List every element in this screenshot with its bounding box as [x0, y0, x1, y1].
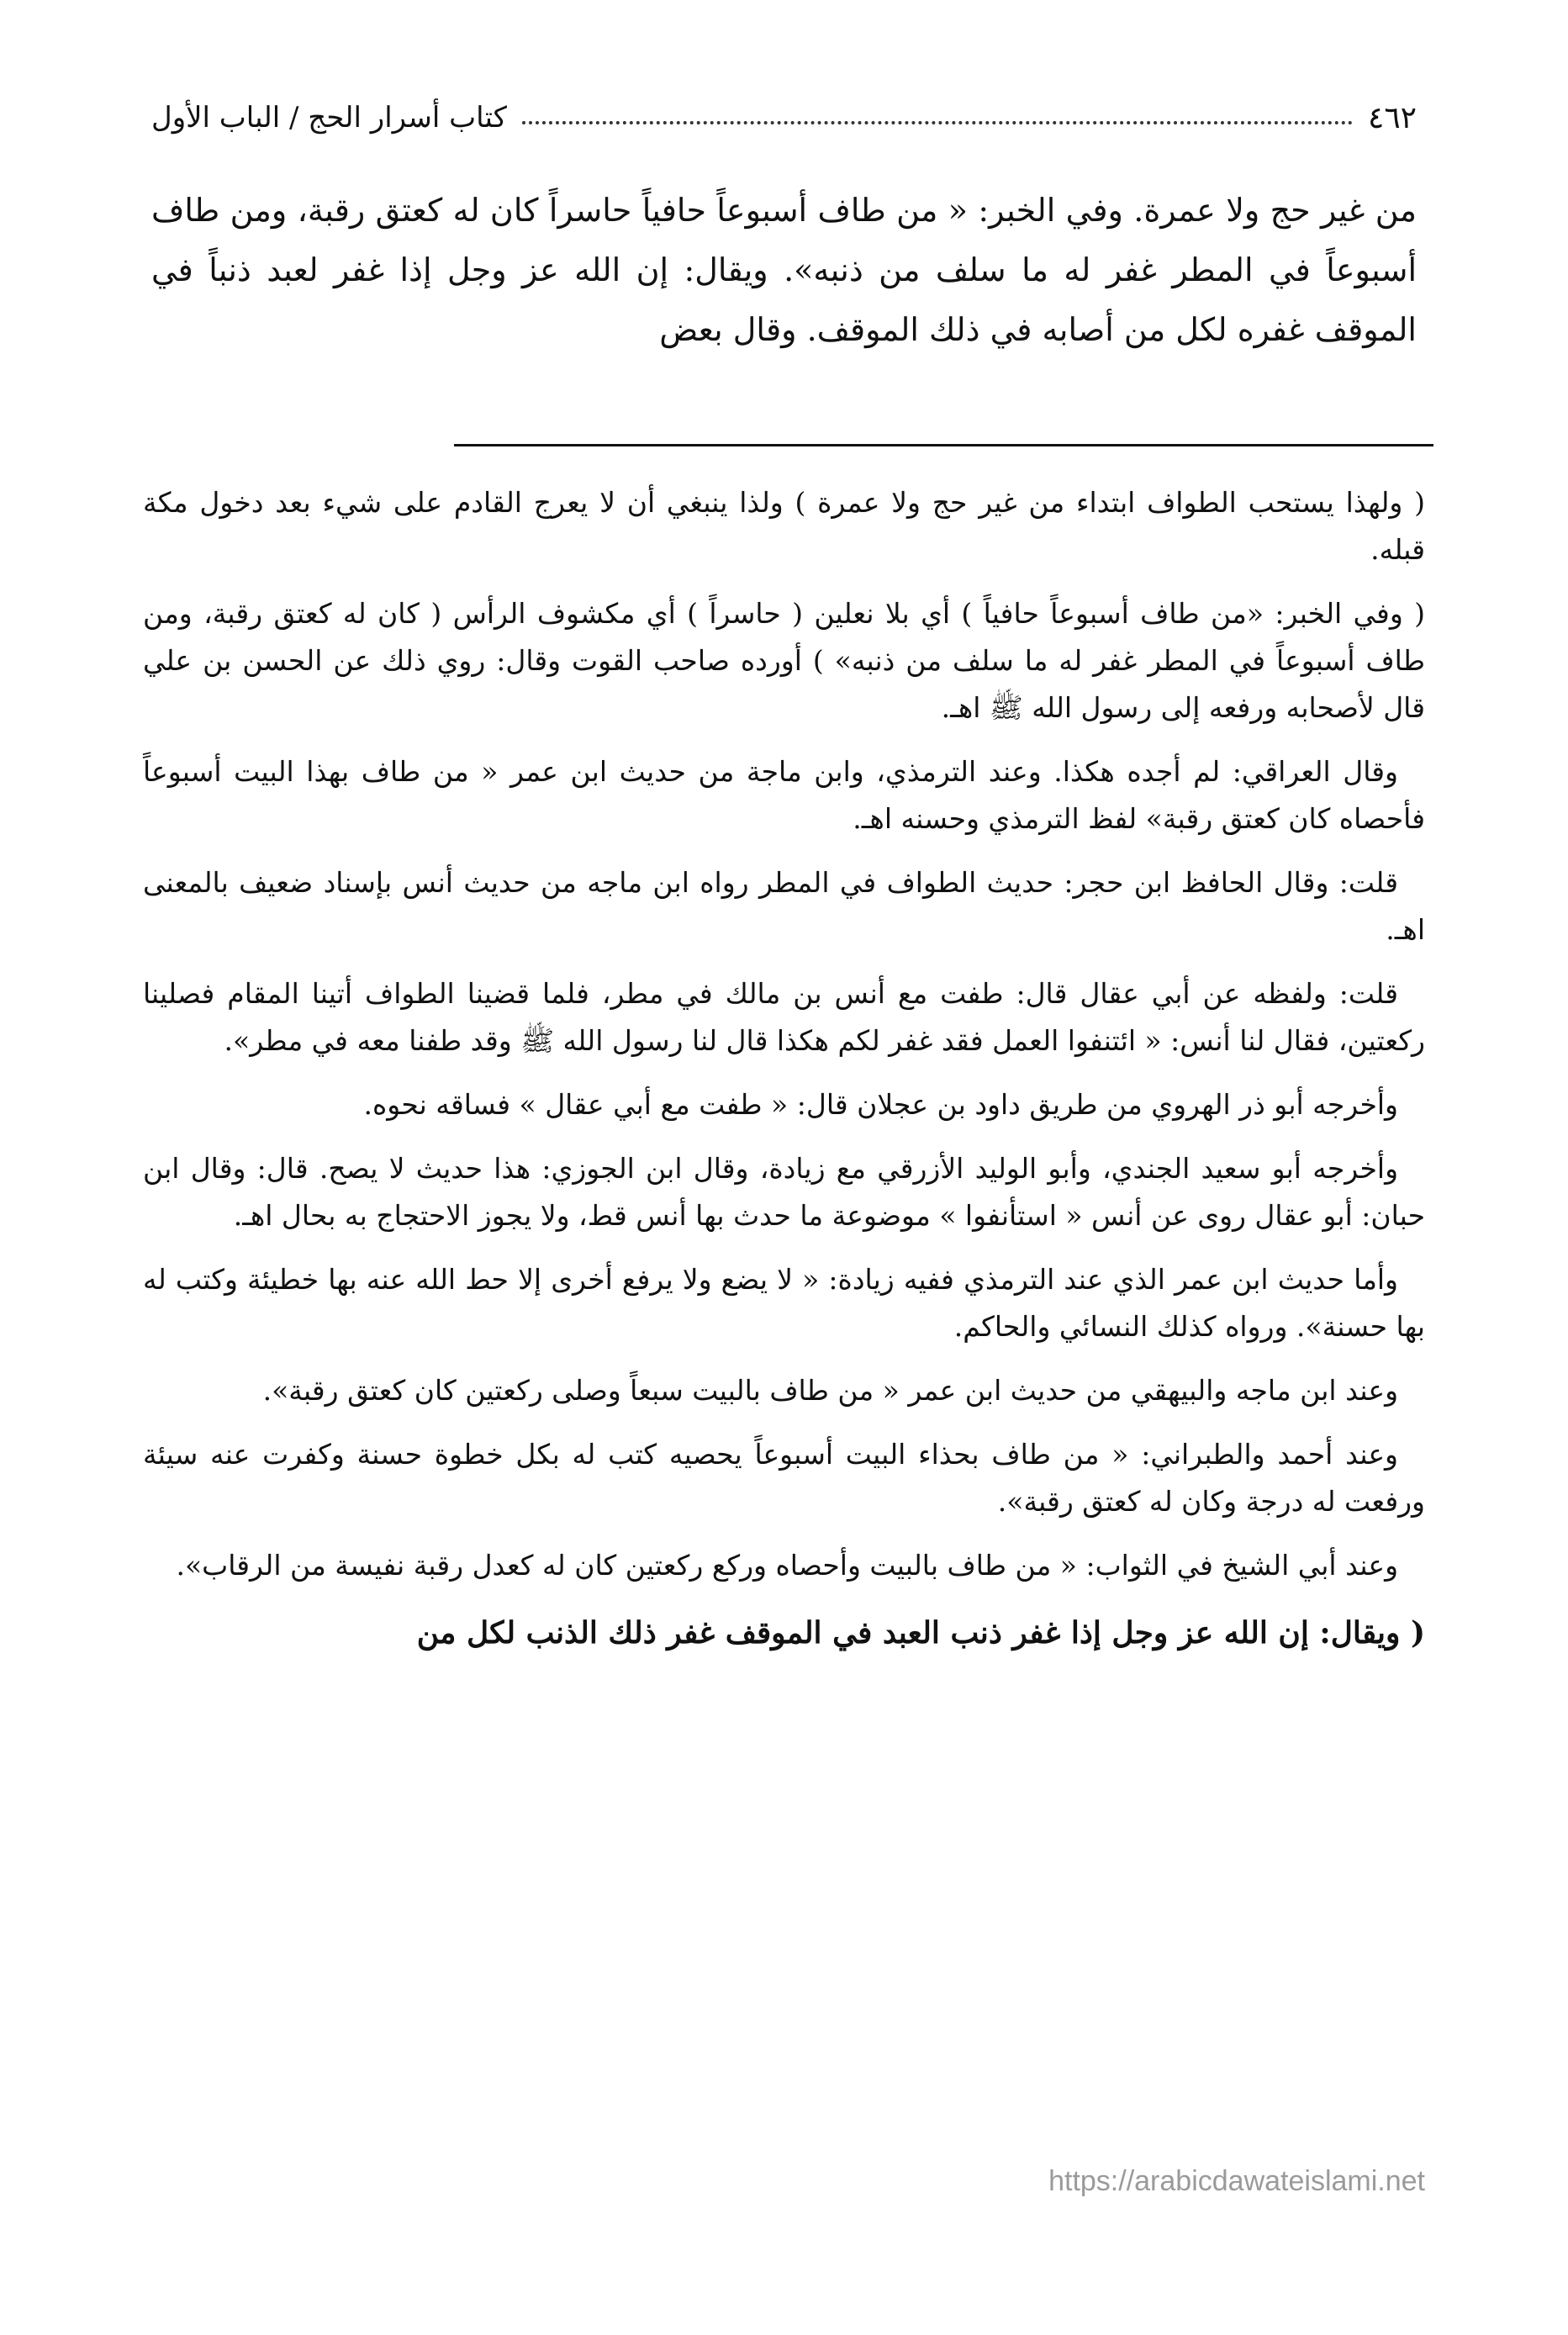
commentary-paragraph: قلت: ولفظه عن أبي عقال قال: طفت مع أنس بن مالك في مطر، فلما قضينا الطواف أتينا المقام فصلينا ركعتين، فقال لنا أنس: « ائتنفوا العمل فقد غفر لكم هكذا قال لنا رسول الله ﷺ وقد طفنا معه في مطر». [143, 977, 1425, 1057]
commentary-paragraph: قلت: وقال الحافظ ابن حجر: حديث الطواف في المطر رواه ابن ماجه من حديث أنس بإسناد ضعيف بالمعنى اهـ. [143, 866, 1425, 946]
footnote-separator [454, 444, 1433, 446]
commentary-section [143, 479, 1425, 1673]
commentary-paragraph: وعند أبي الشيخ في الثواب: « من طاف بالبيت وأحصاه وركع ركعتين كان له كعدل رقبة نفيسة من الرقاب». [176, 1549, 1398, 1582]
commentary-paragraph: ( ولهذا يستحب الطواف ابتداء من غير حج ولا عمرة ) ولذا ينبغي أن لا يعرج القادم على شيء بعد دخول مكة قبله. [143, 486, 1425, 566]
main-text: من غير حج ولا عمرة. وفي الخبر: « من طاف أسبوعاً حافياً حاسراً كان له كعتق رقبة، ومن طاف أسبوعاً في المطر غفر له ما سلف من ذنبه». ويقال: إن الله عز وجل إذا غفر لعبد ذنباً في الموقف غفره لكل من أصابه في ذلك الموقف. وقال بعض [151, 192, 1417, 348]
header-title: كتاب أسرار الحج / الباب الأول [151, 101, 507, 135]
dotted-leader [522, 121, 1353, 124]
commentary-paragraph: ( وفي الخبر: «من طاف أسبوعاً حافياً ) أي بلا نعلين ( حاسراً ) أي مكشوف الرأس ( كان له كعتق رقبة، ومن طاف أسبوعاً في المطر غفر له ما سلف من ذنبه» ) أورده صاحب القوت وقال: روي ذلك عن الحسن بن علي قال لأصحابه ورفعه إلى رسول الله ﷺ اهـ. [143, 597, 1425, 724]
commentary-paragraph: ( ويقال: إن الله عز وجل إذا غفر ذنب العبد في الموقف غفر ذلك الذنب لكل من [416, 1615, 1425, 1651]
commentary-paragraph: وعند ابن ماجه والبيهقي من حديث ابن عمر « من طاف بالبيت سبعاً وصلى ركعتين كان كعتق رقبة». [262, 1374, 1398, 1407]
commentary-paragraph: وأما حديث ابن عمر الذي عند الترمذي ففيه زيادة: « لا يضع ولا يرفع أخرى إلا حط الله عنه بها خطيئة وكتب له بها حسنة». ورواه كذلك النسائي والحاكم. [143, 1263, 1425, 1343]
commentary-paragraph: وأخرجه أبو سعيد الجندي، وأبو الوليد الأزرقي مع زيادة، وقال ابن الجوزي: هذا حديث لا يصح. قال: وقال ابن حبان: أبو عقال روى عن أنس « استأنفوا » موضوعة ما حدث بها أنس قط، ولا يجوز الاحتجاج به بحال اهـ. [143, 1152, 1425, 1232]
page-number: ٤٦٢ [1367, 100, 1417, 135]
watermark-url: https://arabicdawateislami.net [1048, 2165, 1425, 2197]
commentary-paragraph: وعند أحمد والطبراني: « من طاف بحذاء البيت أسبوعاً يحصيه كتب له بكل خطوة حسنة وكفرت عنه سيئة ورفعت له درجة وكان له كعتق رقبة». [143, 1438, 1425, 1518]
running-header [151, 92, 1417, 143]
commentary-paragraph: وقال العراقي: لم أجده هكذا. وعند الترمذي، وابن ماجة من حديث ابن عمر « من طاف بهذا البيت أسبوعاً فأحصاه كان كعتق رقبة» لفظ الترمذي وحسنه اهـ. [143, 755, 1425, 835]
commentary-paragraph: وأخرجه أبو ذر الهروي من طريق داود بن عجلان قال: « طفت مع أبي عقال » فساقه نحوه. [363, 1088, 1398, 1121]
